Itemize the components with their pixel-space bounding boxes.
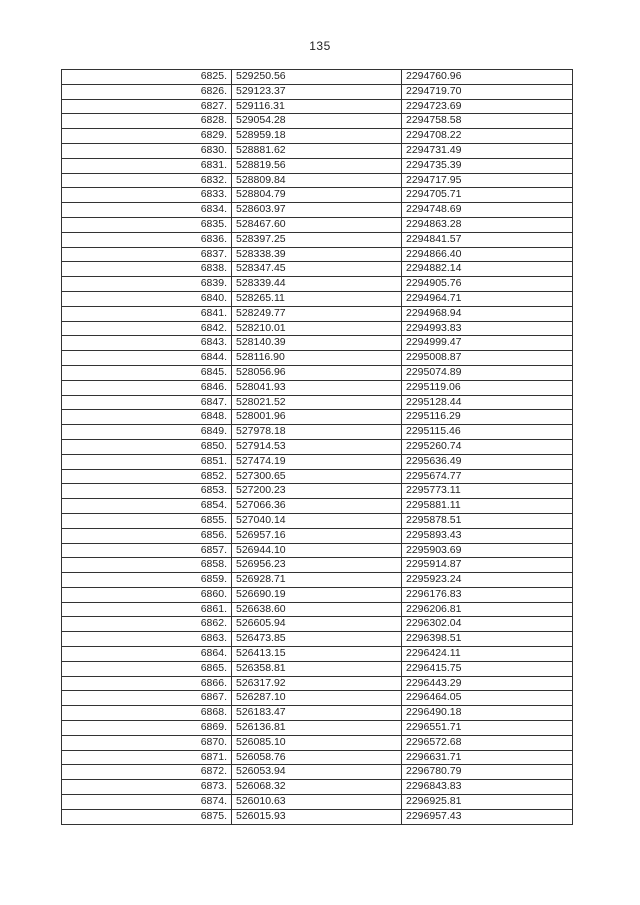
point-number-cell: 6867. <box>62 691 232 706</box>
point-number-cell: 6836. <box>62 232 232 247</box>
y-coordinate-cell: 2295074.89 <box>402 365 573 380</box>
x-coordinate-cell: 527040.14 <box>232 513 402 528</box>
y-coordinate-cell: 2294863.28 <box>402 217 573 232</box>
y-coordinate-cell: 2294866.40 <box>402 247 573 262</box>
x-coordinate-cell: 527914.53 <box>232 439 402 454</box>
point-number-cell: 6862. <box>62 617 232 632</box>
point-number-cell: 6873. <box>62 780 232 795</box>
y-coordinate-cell: 2294723.69 <box>402 99 573 114</box>
y-coordinate-cell: 2296464.05 <box>402 691 573 706</box>
table-row <box>62 410 573 425</box>
table-row <box>62 158 573 173</box>
y-coordinate-cell: 2296443.29 <box>402 676 573 691</box>
y-coordinate-cell: 2294717.95 <box>402 173 573 188</box>
point-number-cell: 6868. <box>62 706 232 721</box>
x-coordinate-cell: 528603.97 <box>232 203 402 218</box>
y-coordinate-cell: 2295116.29 <box>402 410 573 425</box>
point-number-cell: 6834. <box>62 203 232 218</box>
point-number-cell: 6853. <box>62 484 232 499</box>
y-coordinate-cell: 2294705.71 <box>402 188 573 203</box>
table-row <box>62 351 573 366</box>
point-number-cell: 6830. <box>62 143 232 158</box>
point-number-cell: 6829. <box>62 129 232 144</box>
point-number-cell: 6833. <box>62 188 232 203</box>
table-row <box>62 499 573 514</box>
point-number-cell: 6875. <box>62 809 232 824</box>
table-row <box>62 617 573 632</box>
table-row <box>62 99 573 114</box>
y-coordinate-cell: 2296925.81 <box>402 795 573 810</box>
y-coordinate-cell: 2294760.96 <box>402 70 573 85</box>
point-number-cell: 6831. <box>62 158 232 173</box>
x-coordinate-cell: 526136.81 <box>232 721 402 736</box>
y-coordinate-cell: 2294735.39 <box>402 158 573 173</box>
y-coordinate-cell: 2294968.94 <box>402 306 573 321</box>
table-row <box>62 691 573 706</box>
x-coordinate-cell: 527066.36 <box>232 499 402 514</box>
point-number-cell: 6826. <box>62 84 232 99</box>
point-number-cell: 6856. <box>62 528 232 543</box>
table-row <box>62 395 573 410</box>
y-coordinate-cell: 2295260.74 <box>402 439 573 454</box>
table-row <box>62 217 573 232</box>
y-coordinate-cell: 2296176.83 <box>402 587 573 602</box>
point-number-cell: 6846. <box>62 380 232 395</box>
table-row <box>62 291 573 306</box>
point-number-cell: 6840. <box>62 291 232 306</box>
table-row <box>62 647 573 662</box>
x-coordinate-cell: 526638.60 <box>232 602 402 617</box>
point-number-cell: 6835. <box>62 217 232 232</box>
table-row <box>62 765 573 780</box>
x-coordinate-cell: 528804.79 <box>232 188 402 203</box>
table-row <box>62 203 573 218</box>
x-coordinate-cell: 526956.23 <box>232 558 402 573</box>
point-number-cell: 6848. <box>62 410 232 425</box>
point-number-cell: 6872. <box>62 765 232 780</box>
y-coordinate-cell: 2294748.69 <box>402 203 573 218</box>
table-row <box>62 513 573 528</box>
point-number-cell: 6832. <box>62 173 232 188</box>
table-row <box>62 543 573 558</box>
table-row <box>62 573 573 588</box>
point-number-cell: 6839. <box>62 277 232 292</box>
table-row <box>62 188 573 203</box>
x-coordinate-cell: 527300.65 <box>232 469 402 484</box>
x-coordinate-cell: 528338.39 <box>232 247 402 262</box>
coordinates-table-body <box>62 70 573 825</box>
table-row <box>62 469 573 484</box>
table-row <box>62 232 573 247</box>
x-coordinate-cell: 526287.10 <box>232 691 402 706</box>
point-number-cell: 6841. <box>62 306 232 321</box>
y-coordinate-cell: 2295923.24 <box>402 573 573 588</box>
y-coordinate-cell: 2296551.71 <box>402 721 573 736</box>
table-row <box>62 84 573 99</box>
coordinates-table <box>61 69 573 825</box>
point-number-cell: 6827. <box>62 99 232 114</box>
x-coordinate-cell: 528467.60 <box>232 217 402 232</box>
point-number-cell: 6870. <box>62 735 232 750</box>
y-coordinate-cell: 2295128.44 <box>402 395 573 410</box>
y-coordinate-cell: 2295878.51 <box>402 513 573 528</box>
x-coordinate-cell: 526053.94 <box>232 765 402 780</box>
table-row <box>62 380 573 395</box>
y-coordinate-cell: 2295115.46 <box>402 425 573 440</box>
y-coordinate-cell: 2296572.68 <box>402 735 573 750</box>
point-number-cell: 6845. <box>62 365 232 380</box>
y-coordinate-cell: 2295903.69 <box>402 543 573 558</box>
y-coordinate-cell: 2296490.18 <box>402 706 573 721</box>
table-row <box>62 795 573 810</box>
table-row <box>62 676 573 691</box>
table-row <box>62 306 573 321</box>
table-row <box>62 632 573 647</box>
x-coordinate-cell: 528021.52 <box>232 395 402 410</box>
y-coordinate-cell: 2295914.87 <box>402 558 573 573</box>
x-coordinate-cell: 527474.19 <box>232 454 402 469</box>
x-coordinate-cell: 526944.10 <box>232 543 402 558</box>
point-number-cell: 6842. <box>62 321 232 336</box>
table-row <box>62 454 573 469</box>
table-row <box>62 780 573 795</box>
table-row <box>62 262 573 277</box>
point-number-cell: 6837. <box>62 247 232 262</box>
table-row <box>62 661 573 676</box>
x-coordinate-cell: 528249.77 <box>232 306 402 321</box>
y-coordinate-cell: 2294841.57 <box>402 232 573 247</box>
table-row <box>62 750 573 765</box>
table-row <box>62 558 573 573</box>
point-number-cell: 6871. <box>62 750 232 765</box>
y-coordinate-cell: 2296415.75 <box>402 661 573 676</box>
point-number-cell: 6852. <box>62 469 232 484</box>
table-row <box>62 143 573 158</box>
y-coordinate-cell: 2296843.83 <box>402 780 573 795</box>
point-number-cell: 6847. <box>62 395 232 410</box>
x-coordinate-cell: 528210.01 <box>232 321 402 336</box>
table-row <box>62 365 573 380</box>
point-number-cell: 6825. <box>62 70 232 85</box>
x-coordinate-cell: 526957.16 <box>232 528 402 543</box>
y-coordinate-cell: 2296206.81 <box>402 602 573 617</box>
y-coordinate-cell: 2296302.04 <box>402 617 573 632</box>
table-row <box>62 706 573 721</box>
table-row <box>62 277 573 292</box>
table-row <box>62 528 573 543</box>
y-coordinate-cell: 2294719.70 <box>402 84 573 99</box>
y-coordinate-cell: 2295881.11 <box>402 499 573 514</box>
y-coordinate-cell: 2294731.49 <box>402 143 573 158</box>
y-coordinate-cell: 2294758.58 <box>402 114 573 129</box>
y-coordinate-cell: 2294905.76 <box>402 277 573 292</box>
point-number-cell: 6858. <box>62 558 232 573</box>
table-row <box>62 173 573 188</box>
x-coordinate-cell: 526058.76 <box>232 750 402 765</box>
y-coordinate-cell: 2295893.43 <box>402 528 573 543</box>
y-coordinate-cell: 2294882.14 <box>402 262 573 277</box>
table-row <box>62 336 573 351</box>
x-coordinate-cell: 529250.56 <box>232 70 402 85</box>
point-number-cell: 6866. <box>62 676 232 691</box>
y-coordinate-cell: 2296398.51 <box>402 632 573 647</box>
y-coordinate-cell: 2296631.71 <box>402 750 573 765</box>
point-number-cell: 6869. <box>62 721 232 736</box>
y-coordinate-cell: 2296957.43 <box>402 809 573 824</box>
table-row <box>62 735 573 750</box>
x-coordinate-cell: 526183.47 <box>232 706 402 721</box>
point-number-cell: 6861. <box>62 602 232 617</box>
point-number-cell: 6859. <box>62 573 232 588</box>
x-coordinate-cell: 526605.94 <box>232 617 402 632</box>
table-row <box>62 129 573 144</box>
y-coordinate-cell: 2295008.87 <box>402 351 573 366</box>
x-coordinate-cell: 528265.11 <box>232 291 402 306</box>
table-row <box>62 321 573 336</box>
x-coordinate-cell: 526413.15 <box>232 647 402 662</box>
y-coordinate-cell: 2294964.71 <box>402 291 573 306</box>
x-coordinate-cell: 528819.56 <box>232 158 402 173</box>
y-coordinate-cell: 2294993.83 <box>402 321 573 336</box>
point-number-cell: 6838. <box>62 262 232 277</box>
x-coordinate-cell: 528881.62 <box>232 143 402 158</box>
point-number-cell: 6849. <box>62 425 232 440</box>
x-coordinate-cell: 528001.96 <box>232 410 402 425</box>
y-coordinate-cell: 2294708.22 <box>402 129 573 144</box>
x-coordinate-cell: 526085.10 <box>232 735 402 750</box>
x-coordinate-cell: 528140.39 <box>232 336 402 351</box>
point-number-cell: 6863. <box>62 632 232 647</box>
point-number-cell: 6874. <box>62 795 232 810</box>
x-coordinate-cell: 527978.18 <box>232 425 402 440</box>
y-coordinate-cell: 2296780.79 <box>402 765 573 780</box>
x-coordinate-cell: 529054.28 <box>232 114 402 129</box>
table-row <box>62 602 573 617</box>
y-coordinate-cell: 2295636.49 <box>402 454 573 469</box>
x-coordinate-cell: 528116.90 <box>232 351 402 366</box>
x-coordinate-cell: 526317.92 <box>232 676 402 691</box>
table-row <box>62 484 573 499</box>
table-row <box>62 439 573 454</box>
point-number-cell: 6857. <box>62 543 232 558</box>
table-row <box>62 70 573 85</box>
point-number-cell: 6855. <box>62 513 232 528</box>
point-number-cell: 6850. <box>62 439 232 454</box>
x-coordinate-cell: 528041.93 <box>232 380 402 395</box>
x-coordinate-cell: 529116.31 <box>232 99 402 114</box>
table-row <box>62 809 573 824</box>
table-row <box>62 425 573 440</box>
y-coordinate-cell: 2294999.47 <box>402 336 573 351</box>
point-number-cell: 6860. <box>62 587 232 602</box>
x-coordinate-cell: 526015.93 <box>232 809 402 824</box>
x-coordinate-cell: 528959.18 <box>232 129 402 144</box>
x-coordinate-cell: 528056.96 <box>232 365 402 380</box>
point-number-cell: 6851. <box>62 454 232 469</box>
x-coordinate-cell: 528809.84 <box>232 173 402 188</box>
x-coordinate-cell: 526358.81 <box>232 661 402 676</box>
x-coordinate-cell: 526010.63 <box>232 795 402 810</box>
x-coordinate-cell: 528397.25 <box>232 232 402 247</box>
y-coordinate-cell: 2295674.77 <box>402 469 573 484</box>
x-coordinate-cell: 528339.44 <box>232 277 402 292</box>
table-row <box>62 114 573 129</box>
y-coordinate-cell: 2295773.11 <box>402 484 573 499</box>
x-coordinate-cell: 526690.19 <box>232 587 402 602</box>
point-number-cell: 6854. <box>62 499 232 514</box>
point-number-cell: 6864. <box>62 647 232 662</box>
y-coordinate-cell: 2296424.11 <box>402 647 573 662</box>
x-coordinate-cell: 526473.85 <box>232 632 402 647</box>
point-number-cell: 6828. <box>62 114 232 129</box>
x-coordinate-cell: 529123.37 <box>232 84 402 99</box>
table-row <box>62 721 573 736</box>
x-coordinate-cell: 528347.45 <box>232 262 402 277</box>
point-number-cell: 6865. <box>62 661 232 676</box>
table-row <box>62 587 573 602</box>
x-coordinate-cell: 527200.23 <box>232 484 402 499</box>
page-number: 135 <box>309 39 331 53</box>
x-coordinate-cell: 526068.32 <box>232 780 402 795</box>
x-coordinate-cell: 526928.71 <box>232 573 402 588</box>
point-number-cell: 6843. <box>62 336 232 351</box>
point-number-cell: 6844. <box>62 351 232 366</box>
y-coordinate-cell: 2295119.06 <box>402 380 573 395</box>
table-row <box>62 247 573 262</box>
